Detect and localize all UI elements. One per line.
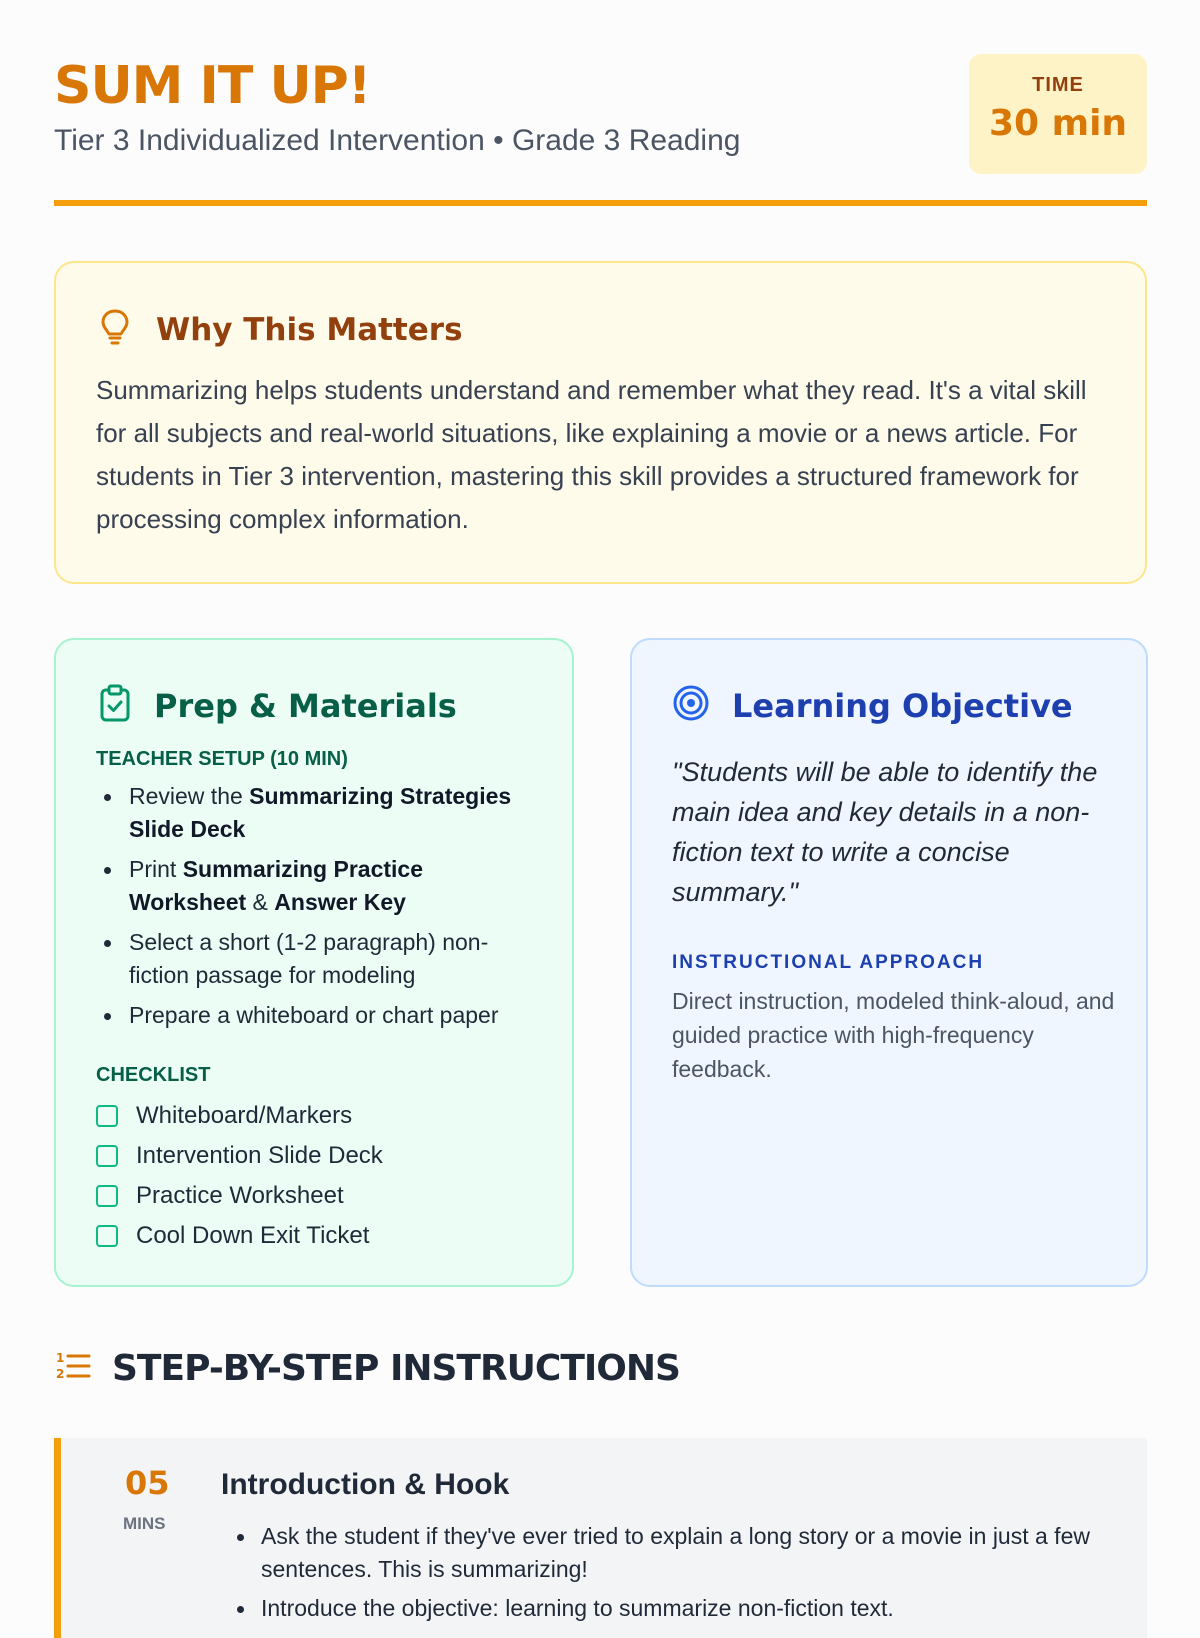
checkbox[interactable] — [96, 1185, 118, 1207]
step-title: Introduction & Hook — [221, 1468, 510, 1501]
prep-header — [98, 684, 457, 727]
objective-quote: "Students will be able to identify the main idea and key details in a non-fiction text to write a concise summary." — [672, 757, 1098, 907]
time-badge — [969, 54, 1147, 174]
svg-text:1: 1 — [56, 1351, 65, 1365]
setup-item — [96, 999, 546, 1032]
checklist-item[interactable] — [96, 1176, 383, 1216]
checklist-item-label: Cool Down Exit Ticket — [136, 1222, 370, 1249]
lightbulb-icon — [98, 307, 132, 352]
setup-item-text: & — [246, 889, 275, 915]
why-header — [98, 307, 463, 352]
checkbox[interactable] — [96, 1105, 118, 1127]
checklist-item[interactable] — [96, 1136, 383, 1176]
setup-item-text: Print — [129, 856, 183, 882]
steps-header — [56, 1348, 680, 1389]
page-subtitle: Tier 3 Individualized Intervention • Grade 3 Reading — [54, 124, 741, 157]
learning-objective-card — [630, 638, 1148, 1287]
why-body: Summarizing helps students understand and remember what they read. It's a vital skill for all subjects and real-world situations, like explaining a movie or a news article. For students in Tier 3 intervention, mastering this skill provides a structured framework for processing complex information. — [96, 375, 1087, 534]
prep-title: Prep & Materials — [154, 686, 457, 725]
why-title: Why This Matters — [156, 311, 463, 348]
step-bullet: Ask the student if they've ever tried to explain a long story or a movie in just a few sentences. This is summarizing! — [229, 1520, 1129, 1586]
checkbox[interactable] — [96, 1225, 118, 1247]
setup-item — [96, 926, 546, 992]
why-this-matters-card — [54, 261, 1147, 584]
approach-body: Direct instruction, modeled think-aloud, and guided practice with high-frequency feedback. — [672, 988, 1115, 1082]
teacher-setup-list — [96, 780, 546, 1039]
page-header — [54, 54, 1147, 208]
setup-item — [96, 853, 546, 919]
step-bullets — [229, 1520, 1129, 1631]
step-duration-unit: MINS — [123, 1514, 166, 1533]
checklist-item-label: Intervention Slide Deck — [136, 1142, 383, 1169]
setup-item-text: Select a short (1-2 paragraph) non-fiction passage for modeling — [129, 929, 489, 988]
setup-item-text: Review the — [129, 783, 250, 809]
page-title: SUM IT UP! — [54, 56, 371, 116]
step-duration-number: 05 — [125, 1464, 170, 1502]
time-label: TIME — [1032, 74, 1084, 96]
time-value: 30 min — [988, 103, 1128, 144]
checklist-item[interactable] — [96, 1216, 383, 1256]
checkbox[interactable] — [96, 1145, 118, 1167]
approach-label: INSTRUCTIONAL APPROACH — [672, 952, 985, 973]
checklist-label: CHECKLIST — [96, 1064, 211, 1086]
setup-item — [96, 780, 546, 846]
checklist-item[interactable] — [96, 1096, 383, 1136]
step-bullet: Introduce the objective: learning to summarize non-fiction text. — [229, 1592, 1129, 1625]
prep-materials-card — [54, 638, 574, 1287]
checklist-item-label: Whiteboard/Markers — [136, 1102, 353, 1129]
materials-checklist — [96, 1096, 383, 1256]
setup-item-emphasis: Answer Key — [274, 889, 406, 915]
checklist-item-label: Practice Worksheet — [136, 1182, 344, 1209]
setup-item-text: Prepare a whiteboard or chart paper — [129, 1002, 499, 1028]
steps-title: STEP-BY-STEP INSTRUCTIONS — [112, 1348, 680, 1389]
setup-item-emphasis: Summarizing Strategies Slide Deck — [129, 783, 512, 842]
step-card — [54, 1438, 1147, 1638]
teacher-setup-label: TEACHER SETUP (10 MIN) — [96, 748, 348, 770]
clipboard-check-icon — [98, 684, 132, 727]
setup-item-emphasis: Summarizing Practice Worksheet — [129, 856, 423, 915]
svg-text:2: 2 — [56, 1367, 65, 1381]
objective-header — [672, 684, 1073, 727]
header-divider — [54, 200, 1147, 206]
target-icon — [672, 684, 710, 727]
objective-title: Learning Objective — [732, 686, 1073, 725]
numbered-list-icon — [56, 1350, 90, 1387]
